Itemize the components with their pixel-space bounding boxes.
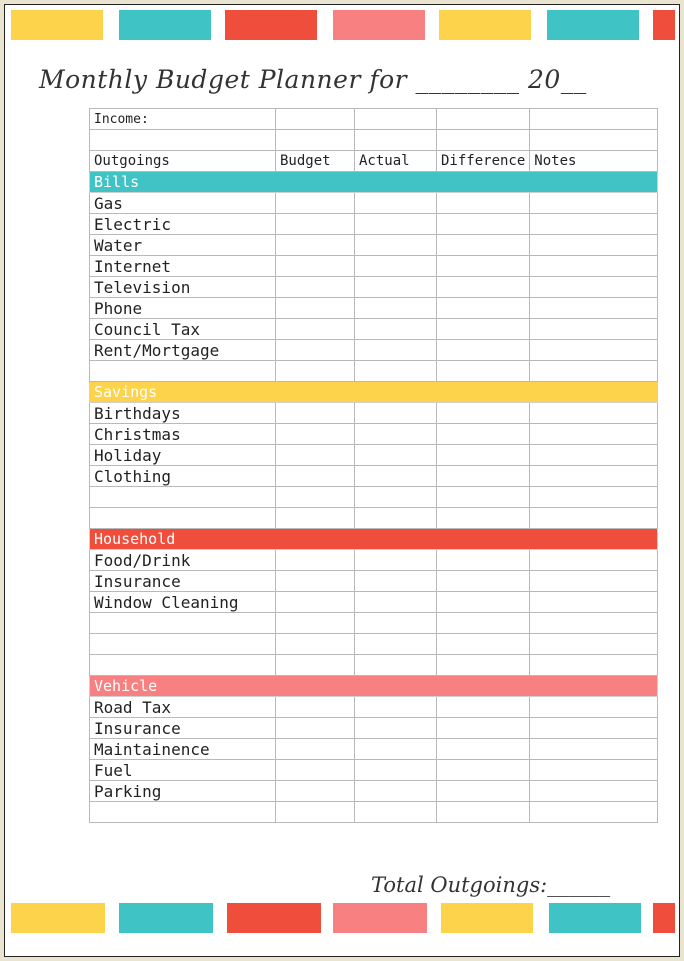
item-label: Rent/Mortgage	[90, 340, 276, 361]
blank-row	[90, 655, 658, 676]
blank-row	[90, 613, 658, 634]
blank-row	[90, 130, 658, 151]
table-row	[90, 319, 658, 340]
top-stripe-yellow-2	[439, 10, 531, 40]
table-row	[90, 424, 658, 445]
item-label: Television	[90, 277, 276, 298]
table-row	[90, 298, 658, 319]
budget-planner-page	[4, 4, 680, 957]
item-label: Clothing	[90, 466, 276, 487]
table-row	[90, 277, 658, 298]
item-label: Birthdays	[90, 403, 276, 424]
top-stripe-red	[225, 10, 317, 40]
item-label: Parking	[90, 781, 276, 802]
table-row	[90, 340, 658, 361]
item-label: Window Cleaning	[90, 592, 276, 613]
income-notes-cell[interactable]	[530, 109, 658, 130]
table-row	[90, 193, 658, 214]
difference-header: Difference	[437, 151, 530, 172]
section-header-bills	[90, 172, 658, 193]
bottom-stripe-teal	[119, 903, 213, 933]
bottom-stripe-teal-2	[549, 903, 641, 933]
item-label: Road Tax	[90, 697, 276, 718]
blank-row	[90, 634, 658, 655]
column-header-row	[90, 151, 658, 172]
table-row	[90, 697, 658, 718]
savings-section-title: Savings	[90, 382, 658, 403]
outgoings-header: Outgoings	[90, 151, 276, 172]
item-label: Insurance	[90, 718, 276, 739]
household-section-title: Household	[90, 529, 658, 550]
top-stripe-red-2	[653, 10, 675, 40]
item-label: Water	[90, 235, 276, 256]
item-label: Gas	[90, 193, 276, 214]
bills-section-title: Bills	[90, 172, 658, 193]
section-header-vehicle	[90, 676, 658, 697]
table-row	[90, 550, 658, 571]
table-row	[90, 256, 658, 277]
actual-header: Actual	[355, 151, 437, 172]
section-header-savings	[90, 382, 658, 403]
top-stripe-pink	[333, 10, 425, 40]
table-row	[90, 739, 658, 760]
item-label: Insurance	[90, 571, 276, 592]
table-row	[90, 403, 658, 424]
bottom-stripe-red	[227, 903, 321, 933]
item-label: Holiday	[90, 445, 276, 466]
table-row	[90, 718, 658, 739]
vehicle-section-title: Vehicle	[90, 676, 658, 697]
income-budget-cell[interactable]	[276, 109, 355, 130]
table-row	[90, 571, 658, 592]
table-row	[90, 235, 658, 256]
income-row	[90, 109, 658, 130]
blank-row	[90, 802, 658, 823]
table-row	[90, 781, 658, 802]
bottom-stripe-red-2	[653, 903, 675, 933]
blank-row	[90, 487, 658, 508]
bottom-stripe-pink	[333, 903, 427, 933]
item-label: Council Tax	[90, 319, 276, 340]
top-stripe-yellow	[11, 10, 103, 40]
blank-row	[90, 508, 658, 529]
item-label: Fuel	[90, 760, 276, 781]
item-label: Electric	[90, 214, 276, 235]
bottom-stripe-yellow-2	[441, 903, 533, 933]
income-difference-cell[interactable]	[437, 109, 530, 130]
item-label: Phone	[90, 298, 276, 319]
top-stripe-teal-2	[547, 10, 639, 40]
bottom-stripe-yellow	[11, 903, 105, 933]
section-header-household	[90, 529, 658, 550]
notes-header: Notes	[530, 151, 658, 172]
budget-header: Budget	[276, 151, 355, 172]
blank-row	[90, 361, 658, 382]
item-label: Maintainence	[90, 739, 276, 760]
table-row	[90, 214, 658, 235]
item-label: Christmas	[90, 424, 276, 445]
page-title: Monthly Budget Planner for ________ 20__	[39, 65, 587, 94]
table-row	[90, 445, 658, 466]
item-label: Food/Drink	[90, 550, 276, 571]
top-stripe-teal	[119, 10, 211, 40]
table-row	[90, 760, 658, 781]
table-row	[90, 466, 658, 487]
income-actual-cell[interactable]	[355, 109, 437, 130]
budget-table	[89, 108, 658, 823]
income-label: Income:	[90, 109, 276, 130]
table-row	[90, 592, 658, 613]
total-outgoings: Total Outgoings:______	[371, 873, 611, 897]
item-label: Internet	[90, 256, 276, 277]
